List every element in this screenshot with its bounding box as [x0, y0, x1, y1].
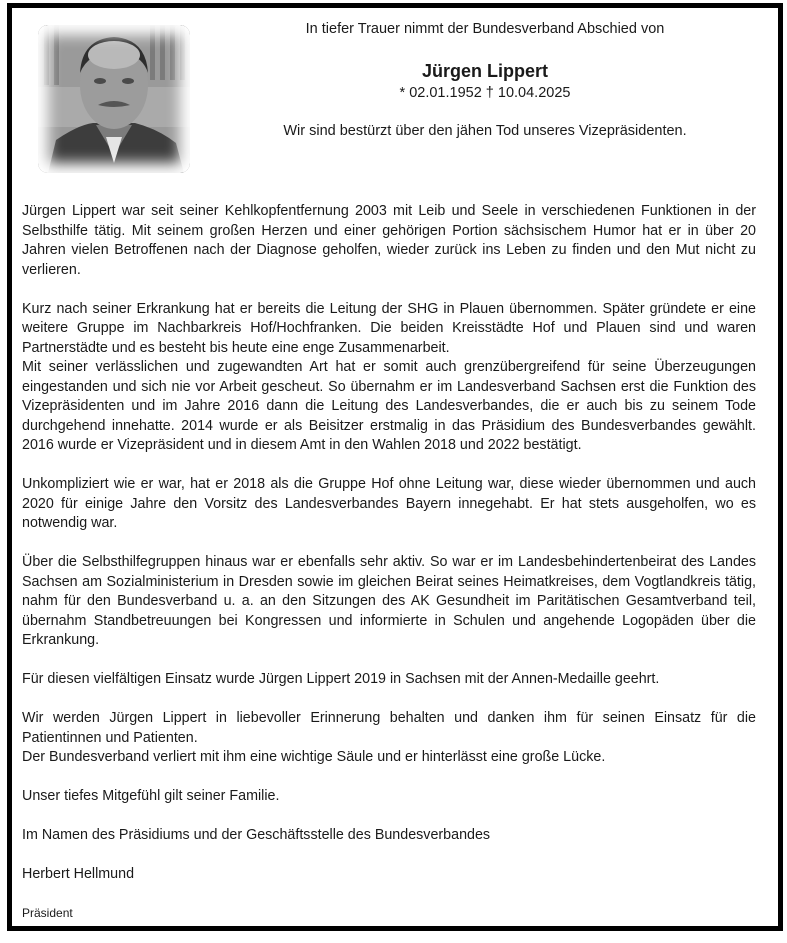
signatory-title: Präsident: [22, 906, 73, 920]
intro-text: In tiefer Trauer nimmt der Bundesverband Abschied von: [305, 21, 665, 37]
paragraph: Unkompliziert wie er war, hat er 2018 als die Gruppe Hof ohne Leitung war, diese wieder übernommen und auch 2020 für einige Jahre den Vorsitz des Landesverbandes Bayern innegehabt. Er hat stets ausgeholfen, wo es notwendig war.: [22, 476, 756, 531]
headline-text: Wir sind bestürzt über den jähen Tod unseres Vizepräsidenten.: [283, 123, 687, 139]
paragraph: Unser tiefes Mitgefühl gilt seiner Familie.: [22, 788, 280, 804]
obituary-body: [22, 202, 756, 943]
obituary-header: [230, 20, 740, 140]
paragraph: Jürgen Lippert war seit seiner Kehlkopfentfernung 2003 mit Leib und Seele in verschiedenen Funktionen in der Selbsthilfe tätig. Mit seinem großen Herzen und einer gehörigen Portion sächsischem Humor hat er in über 20 Jahren vielen Betroffenen nach der Diagnose geholfen, wieder zurück ins Leben zu finden und den Mut nicht zu verlieren.: [22, 203, 756, 278]
signature-block: [22, 826, 756, 923]
signatory-name: Herbert Hellmund: [22, 866, 135, 882]
paragraph: Der Bundesverband verliert mit ihm eine wichtige Säule und er hinterlässt eine große Lücke.: [22, 749, 606, 765]
life-dates: * 02.01.1952 † 10.04.2025: [399, 85, 571, 101]
portrait-photo: [38, 25, 190, 173]
paragraph: Wir werden Jürgen Lippert in liebevoller Erinnerung behalten und danken ihm für seinen Einsatz für die Patientinnen und Patienten.: [22, 710, 756, 746]
paragraph: Kurz nach seiner Erkrankung hat er bereits die Leitung der SHG in Plauen übernommen. Später gründete er eine weitere Gruppe im Nachbarkreis Hof/Hochfranken. Die beiden Kreisstädte Hof und Plauen sind und waren Partnerstädte und es besteht bis heute eine enge Zusammenarbeit.: [22, 300, 756, 356]
deceased-name: Jürgen Lippert: [421, 61, 548, 81]
paragraph: Über die Selbsthilfegruppen hinaus war er ebenfalls sehr aktiv. So war er im Landesbehindertenbeirat des Landes Sachsen am Sozialministerium in Dresden sowie im gleichen Beirat seines Heimatkreises, dem Vogtlandkreis tätig, nahm für den Bundesverband u. a. an den Sitzungen des AK Gesundheit im Paritätischen Gesamtverband teil, übernahm Standbetreuungen bei Kongressen und informierte in Schulen und angehende Logopäden über die Erkrankung.: [22, 554, 756, 648]
paragraph: Für diesen vielfältigen Einsatz wurde Jürgen Lippert 2019 in Sachsen mit der Annen-Medaille geehrt.: [22, 671, 660, 687]
photo-vignette: [38, 25, 190, 173]
signature-line: Im Namen des Präsidiums und der Geschäftsstelle des Bundesverbandes: [22, 827, 491, 843]
paragraph: Mit seiner verlässlichen und zugewandten Art hat er somit auch grenzübergreifend für seine Überzeugungen eingestanden und sich nie vor Arbeit gescheut. So übernahm er im Landesverband Sachsen erst die Funktion des Vizepräsidenten und im Jahre 2016 dann die Leitung des Landesverbandes, die er auch bis zu seinem Tode durchgehend innehatte. 2014 wurde er als Beisitzer erstmalig in das Präsidium des Bundesverbandes gewählt. 2016 wurde er Vizepräsident und in diesem Amt in den Wahlen 2018 und 2022 bestätigt.: [22, 359, 756, 453]
